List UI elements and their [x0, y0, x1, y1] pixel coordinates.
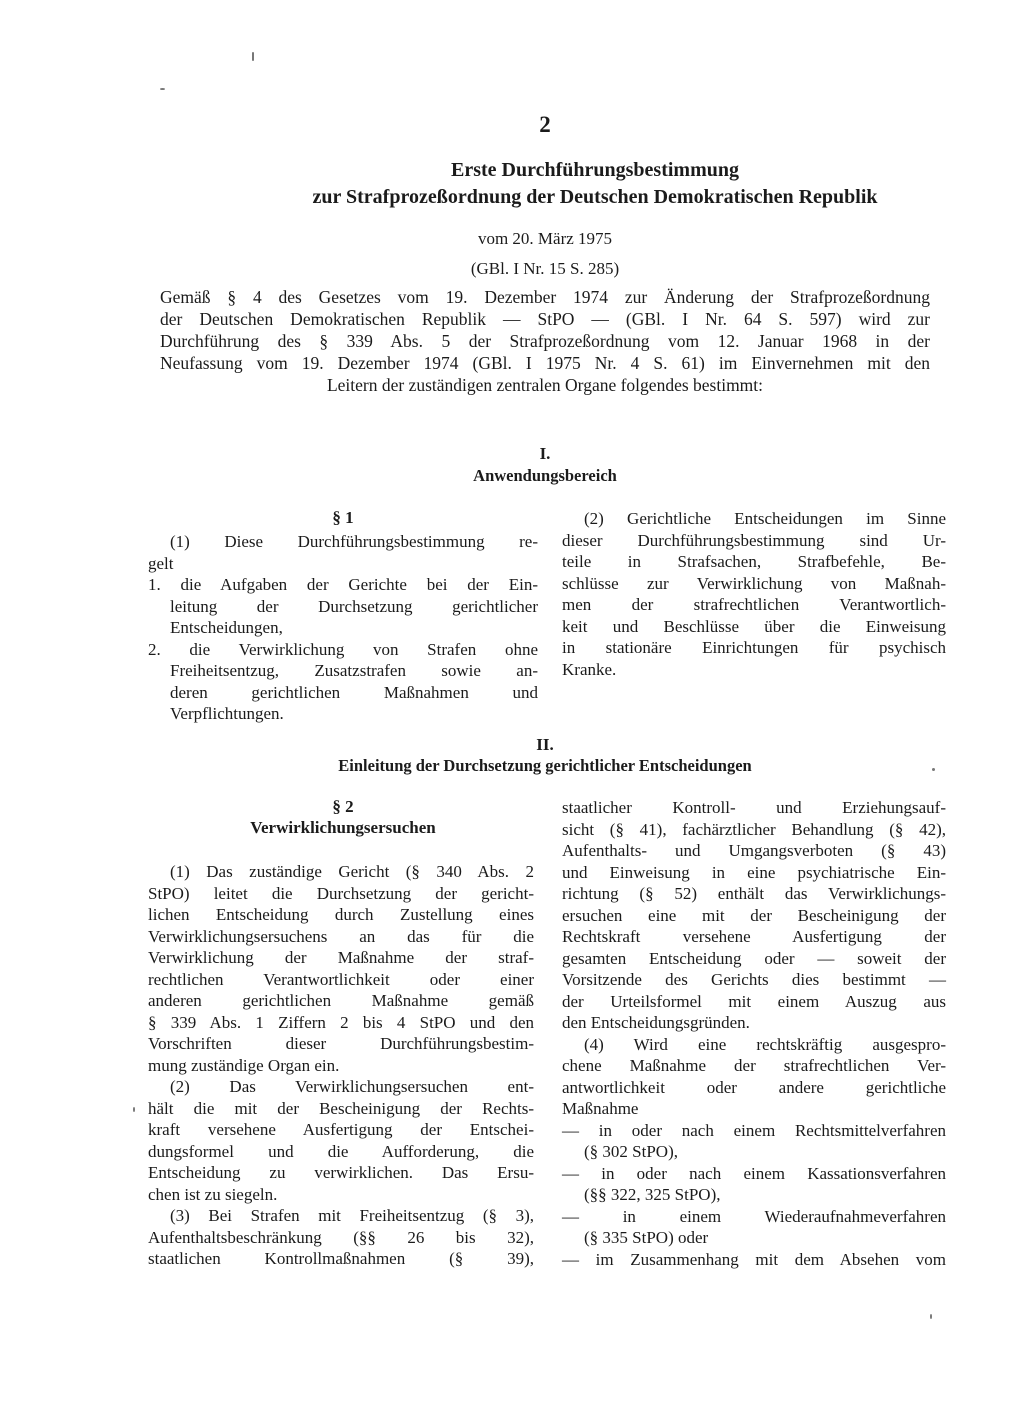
- scan-speck: [160, 88, 165, 90]
- text-line: Kranke.: [562, 659, 617, 679]
- text-line: und Einweisung in eine psychiatrische Ein-: [562, 862, 946, 882]
- text-line: § 339 Abs. 1 Ziffern 2 bis 4 StPO und den: [148, 1012, 534, 1032]
- text-line: teile in Strafsachen, Strafbefehle, Be-: [562, 552, 946, 571]
- text-line: lichen Entscheidung durch Zustellung eines: [148, 905, 534, 924]
- section-1-number: I.: [539, 444, 551, 463]
- text-line: Entscheidungen,: [170, 618, 283, 637]
- preamble-line: Gemäß § 4 des Gesetzes vom 19. Dezember 1974 zur Änderung der Strafprozeßordnung: [160, 287, 930, 307]
- text-line: (2) Das Verwirklichungsersuchen ent-: [170, 1077, 534, 1096]
- text-line: Verwirklichung der Maßnahme der straf-: [148, 948, 534, 967]
- scan-speck: [133, 1107, 135, 1112]
- text-line: 1. die Aufgaben der Gerichte bei der Ein-: [148, 575, 538, 594]
- text-line: (§§ 322, 325 StPO),: [584, 1185, 721, 1204]
- text-line: Verwirklichungsersuchens an das für die: [148, 926, 534, 946]
- text-line: (1) Diese Durchführungsbestimmung re-: [170, 532, 538, 551]
- document-title-line-1: Erste Durchführungsbestimmung: [451, 159, 739, 181]
- text-line: dieser Durchführungsbestimmung sind Ur-: [562, 530, 946, 550]
- preamble-line: Leitern der zuständigen zentralen Organe folgendes bestimmt:: [326, 375, 764, 395]
- scan-speck: [252, 52, 254, 61]
- text-line: leitung der Durchsetzung gerichtlicher: [170, 596, 538, 616]
- text-line: richtung (§ 52) enthält das Verwirklichungs-: [562, 884, 946, 903]
- preamble-line: Durchführung des § 339 Abs. 5 der Strafprozeßordnung vom 12. Januar 1968 in der: [160, 331, 930, 351]
- section-1-left-column: [148, 531, 538, 725]
- document-date: vom 20. März 1975: [477, 229, 613, 248]
- text-line: keit und Beschlüsse über die Einweisung: [562, 616, 946, 636]
- text-line: (4) Wird eine rechtskräftig ausgespro-: [584, 1034, 946, 1054]
- text-line: (1) Das zuständige Gericht (§ 340 Abs. 2: [170, 862, 534, 881]
- text-line: Aufenthaltsbeschränkung (§§ 26 bis 32),: [148, 1227, 534, 1247]
- section-2-title: Einleitung der Durchsetzung gerichtlicher Entscheidungen: [338, 756, 752, 775]
- text-line: staatlichen Kontrollmaßnahmen (§ 39),: [148, 1249, 534, 1268]
- text-line: antwortlichkeit oder andere gerichtliche: [562, 1077, 946, 1097]
- text-line: rechtlichen Verantwortlichkeit oder einer: [148, 969, 534, 989]
- scan-speck: [930, 1314, 932, 1319]
- text-line: staatlicher Kontroll- und Erziehungsauf-: [562, 798, 946, 817]
- text-line: Maßnahme: [562, 1099, 639, 1118]
- text-line: Aufenthalts- und Umgangsverboten (§ 43): [562, 841, 946, 860]
- text-line: gelt: [148, 553, 174, 573]
- section-1-title: Anwendungsbereich: [473, 466, 617, 485]
- text-line: schlüsse zur Verwirklichung von Maßnah-: [562, 573, 946, 593]
- text-line: anderen gerichtlichen Maßnahme gemäß: [148, 991, 534, 1010]
- text-line: kraft versehene Ausfertigung der Entschei-: [148, 1120, 534, 1139]
- page-number: 2: [539, 112, 551, 137]
- text-line: mung zuständige Organ ein.: [148, 1055, 340, 1075]
- text-line: — in oder nach einem Rechtsmittelverfahren: [562, 1120, 946, 1140]
- preamble-line: Neufassung vom 19. Dezember 1974 (GBl. I 1975 Nr. 4 S. 61) im Einvernehmen mit den: [160, 353, 930, 373]
- scan-speck: [932, 768, 935, 771]
- gazette-reference: (GBl. I Nr. 15 S. 285): [470, 259, 620, 278]
- section-1-right-column: [562, 508, 946, 680]
- text-line: men der strafrechtlichen Verantwortlich-: [562, 595, 946, 614]
- text-line: Entscheidung zu verwirklichen. Das Ersu-: [148, 1163, 534, 1182]
- text-line: chene Maßnahme der strafrechtlichen Ver-: [562, 1056, 946, 1075]
- text-line: — in einem Wiederaufnahmeverfahren: [562, 1206, 946, 1226]
- paragraph-2-title: Verwirklichungsersuchen: [250, 818, 436, 837]
- text-line: — in oder nach einem Kassationsverfahren: [562, 1163, 946, 1183]
- preamble-line: der Deutschen Demokratischen Republik — StPO — (GBl. I Nr. 64 S. 597) wird zur: [160, 309, 930, 329]
- text-line: ersuchen eine mit der Bescheinigung der: [562, 905, 946, 925]
- paragraph-2-label: § 2: [332, 797, 354, 816]
- paragraph-1-label: § 1: [332, 508, 354, 527]
- text-line: Rechtskraft versehene Ausfertigung der: [562, 927, 946, 946]
- text-line: (§ 335 StPO) oder: [584, 1228, 709, 1247]
- section-2-left-column: [148, 861, 534, 1270]
- text-line: Freiheitsentzug, Zusatzstrafen sowie an-: [170, 661, 538, 680]
- text-line: 2. die Verwirklichung von Strafen ohne: [148, 639, 538, 659]
- text-line: den Entscheidungsgründen.: [562, 1013, 750, 1032]
- text-line: chen ist zu siegeln.: [148, 1184, 278, 1204]
- text-line: gesamten Entscheidung oder — soweit der: [562, 948, 946, 968]
- section-2-number: II.: [536, 735, 554, 754]
- text-line: sicht (§ 41), fachärztlicher Behandlung (§ 42),: [562, 819, 946, 839]
- text-line: deren gerichtlichen Maßnahmen und: [170, 682, 538, 702]
- text-line: StPO) leitet die Durchsetzung der gericht-: [148, 883, 534, 903]
- text-line: hält die mit der Bescheinigung der Rechts-: [148, 1098, 534, 1118]
- text-line: Vorschriften dieser Durchführungsbestim-: [148, 1034, 534, 1053]
- text-line: Vorsitzende des Gerichts dies bestimmt —: [562, 970, 946, 989]
- preamble: [160, 286, 930, 396]
- text-line: Verpflichtungen.: [170, 704, 284, 723]
- text-line: dungsformel und die Aufforderung, die: [148, 1141, 534, 1161]
- text-line: der Urteilsformel mit einem Auszug aus: [562, 991, 946, 1011]
- text-line: (2) Gerichtliche Entscheidungen im Sinne: [584, 509, 946, 528]
- section-2-right-column: [562, 797, 946, 1270]
- text-line: — im Zusammenhang mit dem Absehen vom: [562, 1249, 946, 1269]
- text-line: in stationäre Einrichtungen für psychisch: [562, 638, 946, 657]
- text-line: (§ 302 StPO),: [584, 1142, 678, 1161]
- document-title-line-2: zur Strafprozeßordnung der Deutschen Demokratischen Republik: [312, 186, 878, 208]
- text-line: (3) Bei Strafen mit Freiheitsentzug (§ 3),: [170, 1206, 534, 1225]
